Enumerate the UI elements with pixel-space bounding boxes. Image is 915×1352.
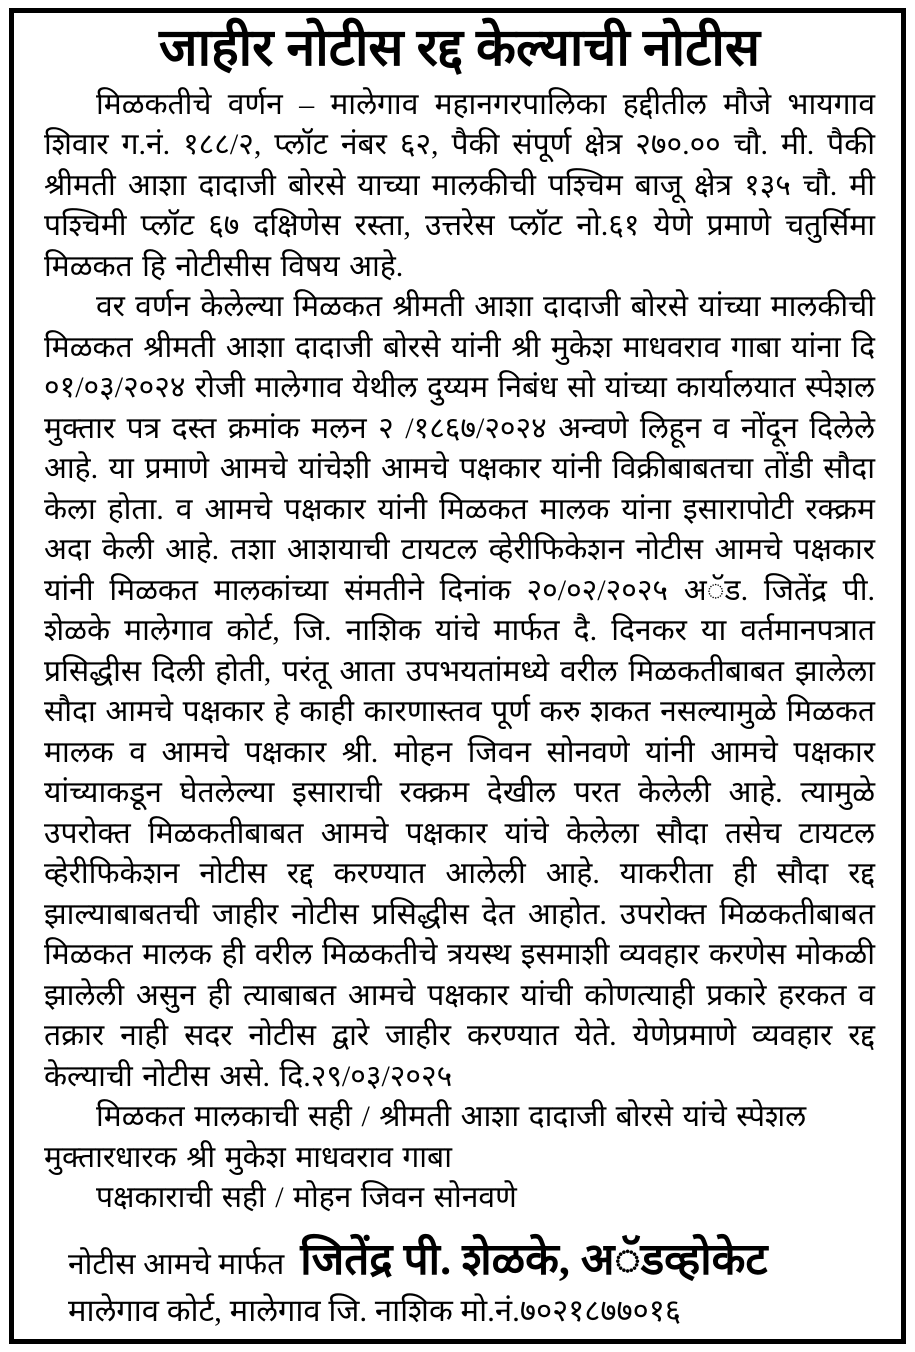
advocate-name: जितेंद्र पी. शेळके, अॅडव्होकेट xyxy=(300,1234,768,1284)
owner-signature-paragraph: मिळकत मालकाची सही / श्रीमती आशा दादाजी बोरसे यांचे स्पेशल मुक्तारधारक श्री मुकेश माधवराव गाबा xyxy=(44,1100,807,1174)
notice-title: जाहीर नोटीस रद्द केल्याची नोटीस xyxy=(159,20,760,77)
notice-body-paragraph: वर वर्णन केलेल्या मिळकत श्रीमती आशा दादाजी बोरसे यांच्या मालकीची मिळकत श्रीमती आशा दादाजी बोरसे यांनी श्री मुकेश माधवराव गाबा यांना दि ०१/०३/२०२४ रोजी मालेगाव येथील दुय्यम निबंध सो यांच्या कार्यालयात स्पेशल मुक्तार पत्र दस्त क्रमांक मलन २ /१८६७/२०२४ अन्वणे लिहून व नोंदून दिलेले आहे. या प्रमाणे आमचे यांचेशी आमचे पक्षकार यांनी विक्रीबाबतचा तोंडी सौदा केला होता. व आमचे पक्षकार यांनी मिळकत मालक यांना इसारापोटी रक्क्रम अदा केली आहे. तशा आशयाची टायटल व्हेरीफिकेशन नोटीस आमचे पक्षकार यांनी मिळकत मालकांच्या संमतीने दिनांक २०/०२/२०२५ अॅड. जितेंद्र पी. शेळके मालेगाव कोर्ट, जि. नाशिक यांचे मार्फत दै. दिनकर या वर्तमानपत्रात प्रसिद्धीस दिली होती, परंतू आता उपभयतांमध्ये वरील मिळकतीबाबत झालेला सौदा आमचे पक्षकार हे काही कारणास्तव पूर्ण करु शकत नसल्यामुळे मिळकत मालक व आमचे पक्षकार श्री. मोहन जिवन सोनवणे यांनी आमचे पक्षकार यांच्याकडून घेतलेल्या इसाराची रक्क्रम देखील परत केलेली आहे. त्यामुळे उपरोक्त मिळकतीबाबत आमचे पक्षकार यांचे केलेला सौदा तसेच टायटल व्हेरीफिकेशन नोटीस रद्द करण्यात आलेली आहे. याकरीता ही सौदा रद्द झाल्याबाबतची जाहीर नोटीस प्रसिद्धीस देत आहोत. उपरोक्त मिळकतीबाबत मिळकत मालक ही वरील मिळकतीचे त्रयस्थ इसमाशी व्यवहार करणेस मोकळी झालेली असुन ही त्याबाबत आमचे पक्षकार यांची कोणत्याही प्रकारे हरकत व तक्रार नाही सदर नोटीस द्वारे जाहीर करण्यात येते. येणेप्रमाणे व्यवहार रद्द केल्याची नोटीस असे. दि.२९/०३/२०२५ xyxy=(44,290,875,1093)
notice-border-frame xyxy=(9,8,906,1344)
advocate-line-prefix: नोटीस आमचे मार्फत xyxy=(68,1247,285,1281)
advocate-address: मालेगाव कोर्ट, मालेगाव जि. नाशिक मो.नं.७०२१८७७०१६ xyxy=(68,1292,682,1328)
advocate-signature-line xyxy=(44,1227,875,1287)
client-signature-paragraph: पक्षकाराची सही / मोहन जिवन सोनवणे xyxy=(96,1181,517,1215)
property-description-paragraph: मिळकतीचे वर्णन – मालेगाव महानगरपालिका हद्दीतील मौजे भायगाव शिवार ग.नं. १८८/२, प्लॉट नंबर ६२, पैकी संपूर्ण क्षेत्र २७०.०० चौ. मी. पैकी श्रीमती आशा दादाजी बोरसे याच्या मालकीची पश्चिम बाजू क्षेत्र १३५ चौ. मी पश्चिमी प्लॉट ६७ दक्षिणेस रस्ता, उत्तरेस प्लॉट नो.६१ येणे प्रमाणे चतुर्सिमा मिळकत हि नोटीसीस विषय आहे. xyxy=(44,87,875,283)
